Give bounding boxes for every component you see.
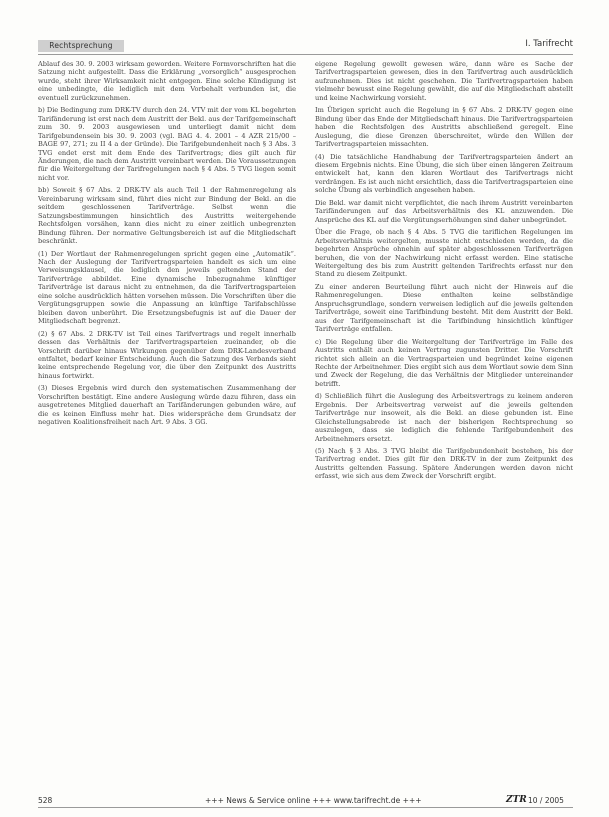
- paragraph: bb) Soweit § 67 Abs. 2 DRK-TV als auch Teil 1 der Rahmenregelung als Vereinbarung wirksam sind, führt dies nicht zur Bindung der Bekl. an die seitdem geschlossenen Tarifverträge. Selbst wenn die Satzungsbestimmungen hinsichtlich des Austritts weitergehende Rechtsfolgen vorsähen, kann dies nicht zu einer zeitlich unbegrenzten Bindung führen. Der normative Geltungsbereich ist auf die Mitgliedschaft beschränkt.: [38, 186, 296, 246]
- right-column: [315, 60, 573, 795]
- paragraph: (5) Nach § 3 Abs. 3 TVG bleibt die Tarifgebundenheit bestehen, bis der Tarifvertrag endet. Dies gilt für den DRK-TV in der zum Zeitpunkt des Austritts geltenden Fassung. Spätere Änderungen werden davon nicht erfasst, wie sich aus dem Zweck der Vorschrift ergibt.: [315, 447, 573, 481]
- issue-number: 10 / 2005: [528, 796, 564, 805]
- section-title: I. Tarifrecht: [525, 39, 573, 49]
- paragraph: (3) Dieses Ergebnis wird durch den systematischen Zusammenhang der Vorschriften bestätigt. Eine andere Auslegung würde dazu führen, dass ein ausgetretenes Mitglied dauerhaft an Tarifänderungen gebunden wäre, auf die es keinen Einfluss mehr hat. Dies widerspräche dem Grundsatz der negativen Koalitionsfreiheit nach Art. 9 Abs. 3 GG.: [38, 384, 296, 427]
- footer-rule: [38, 807, 573, 808]
- paragraph: b) Die Bedingung zum DRK-TV durch den 24. VTV mit der vom KL begehrten Tarifänderung ist erst nach dem Austritt der Bekl. aus der Tarifgemeinschaft zum 30. 9. 2003 ausgewiesen und unterliegt damit nicht dem Tarifgebundensein bis 30. 9. 2003 (vgl. BAG 4. 4. 2001 – 4 AZR 215/00 – BAGE 97, 271; zu II 4 a der Gründe). Die Tarifgebundenheit nach § 3 Abs. 3 TVG endet erst mit dem Ende des Tarifvertrags; dies gilt auch für Änderungen, die nach dem Austritt vereinbart werden. Die Voraussetzungen für die Weitergeltung der Tarifregelungen nach § 4 Abs. 5 TVG liegen somit nicht vor.: [38, 106, 296, 182]
- paragraph: (2) § 67 Abs. 2 DRK-TV ist Teil eines Tarifvertrags und regelt innerhalb dessen das Verhältnis der Tarifvertragsparteien zueinander, ob die Vorschrift darüber hinaus Wirkungen gegenüber dem DRK-Landesverband entfaltet, bedarf keiner Entscheidung. Auch die Satzung des Verbands sieht keine entsprechende Regelung vor, die über den Zeitpunkt des Austritts hinaus fortwirkt.: [38, 329, 296, 380]
- left-column: [38, 60, 296, 795]
- page-number: 528: [38, 796, 53, 805]
- journal-logo: ZTR: [506, 795, 527, 805]
- paragraph: d) Schließlich führt die Auslegung des Arbeitsvertrags zu keinem anderen Ergebnis. Der Arbeitsvertrag verweist auf die jeweils geltenden Tarifverträge nur insoweit, als die Bekl. an diese gebunden ist. Eine Gleichstellungsabrede ist nach der bisherigen Rechtsprechung so auszulegen, dass sie lediglich die fehlende Tarifgebundenheit des Arbeitnehmers ersetzt.: [315, 392, 573, 443]
- paragraph: c) Die Regelung über die Weitergeltung der Tarifverträge im Falle des Austritts enthält auch keinen Vertrag zugunsten Dritter. Die Vorschrift richtet sich allein an die Vertragsparteien und begründet keine eigenen Rechte der Arbeitnehmer. Dies ergibt sich aus dem Wortlaut sowie dem Sinn und Zweck der Regelung, die das Verhältnis der Mitglieder untereinander betrifft.: [315, 337, 573, 388]
- paragraph: Ablauf des 30. 9. 2003 wirksam geworden. Weitere Formvorschriften hat die Satzung nicht aufgestellt. Dass die Erklärung „vorsorglich“ ausgesprochen wurde, steht ihrer Wirksamkeit nicht entgegen. Eine solche Kündigung ist eine unbedingte, die lediglich mit dem Vorbehalt verbunden ist, die eventuell zurückzunehmen.: [38, 60, 296, 102]
- paragraph: Zu einer anderen Beurteilung führt auch nicht der Hinweis auf die Rahmenregelungen. Diese enthalten keine selbständige Anspruchsgrundlage, sondern verweisen lediglich auf die jeweils geltenden Tarifverträge, soweit eine Tarifbindung besteht. Mit dem Austritt der Bekl. aus der Tarifgemeinschaft ist die Tarifbindung hinsichtlich künftiger Tarifverträge entfallen.: [315, 282, 573, 334]
- paragraph: Die Bekl. war damit nicht verpflichtet, die nach ihrem Austritt vereinbarten Tarifänderungen auf das Arbeitsverhältnis des KL anzuwenden. Die Ansprüche des KL auf die Vergütungserhöhungen sind daher unbegründet.: [315, 198, 573, 224]
- paragraph: (1) Der Wortlaut der Rahmenregelungen spricht gegen eine „Automatik“. Nach der Auslegung der Tarifvertragsparteien handelt es sich um eine Verweisungsklausel, die lediglich den jeweils geltenden Stand der Tarifverträge abbildet. Eine dynamische Inbezugnahme künftiger Tarifverträge ist daraus nicht zu entnehmen, da die Tarifvertragsparteien eine solche ausdrücklich hätten vorsehen müssen. Die Vorschriften über die Vergütungsgruppen sowie die Anpassung an künftige Tarifabschlüsse bleiben davon unberührt. Die Ersetzungsbefugnis ist auf die Dauer der Mitgliedschaft begrenzt.: [38, 249, 296, 326]
- paragraph: eigene Regelung gewollt gewesen wäre, dann wäre es Sache der Tarifvertragsparteien gewesen, dies in den Tarifvertrag auch ausdrücklich aufzunehmen. Dies ist nicht geschehen. Die Tarifvertragsparteien haben vielmehr bewusst eine Regelung gewählt, die auf die Mitgliedschaft abstellt und keine Nachwirkung vorsieht.: [315, 60, 573, 102]
- paragraph: Über die Frage, ob nach § 4 Abs. 5 TVG die tariflichen Regelungen im Arbeitsverhältnis weitergelten, musste nicht entschieden werden, da die begehrten Ansprüche ohnehin auf später abgeschlossenen Tarifverträgen beruhen, die von der Nachwirkung nicht erfasst werden. Eine statische Weitergeltung des bis zum Austritt geltenden Tarifrechts erfasst nur den Stand zu diesem Zeitpunkt.: [315, 228, 573, 279]
- paragraph: (4) Die tatsächliche Handhabung der Tarifvertragsparteien ändert an diesem Ergebnis nichts. Eine Übung, die sich über einen längeren Zeitraum entwickelt hat, kann den klaren Wortlaut des Tarifvertrags nicht verdrängen. Es ist auch nicht ersichtlich, dass die Tarifvertragsparteien eine solche Übung als verbindlich angesehen haben.: [315, 152, 573, 195]
- rubric-label: Rechtsprechung: [38, 40, 124, 52]
- website-link[interactable]: +++ News & Service online +++ www.tarifrecht.de +++: [205, 796, 422, 805]
- paragraph: Im Übrigen spricht auch die Regelung in § 67 Abs. 2 DRK-TV gegen eine Bindung über das Ende der Mitgliedschaft hinaus. Die Tarifvertragsparteien haben die Rechtsfolgen des Austritts abschließend geregelt. Eine Auslegung, die diese Grenzen überschreitet, würde den Willen der Tarifvertragsparteien missachten.: [315, 106, 573, 149]
